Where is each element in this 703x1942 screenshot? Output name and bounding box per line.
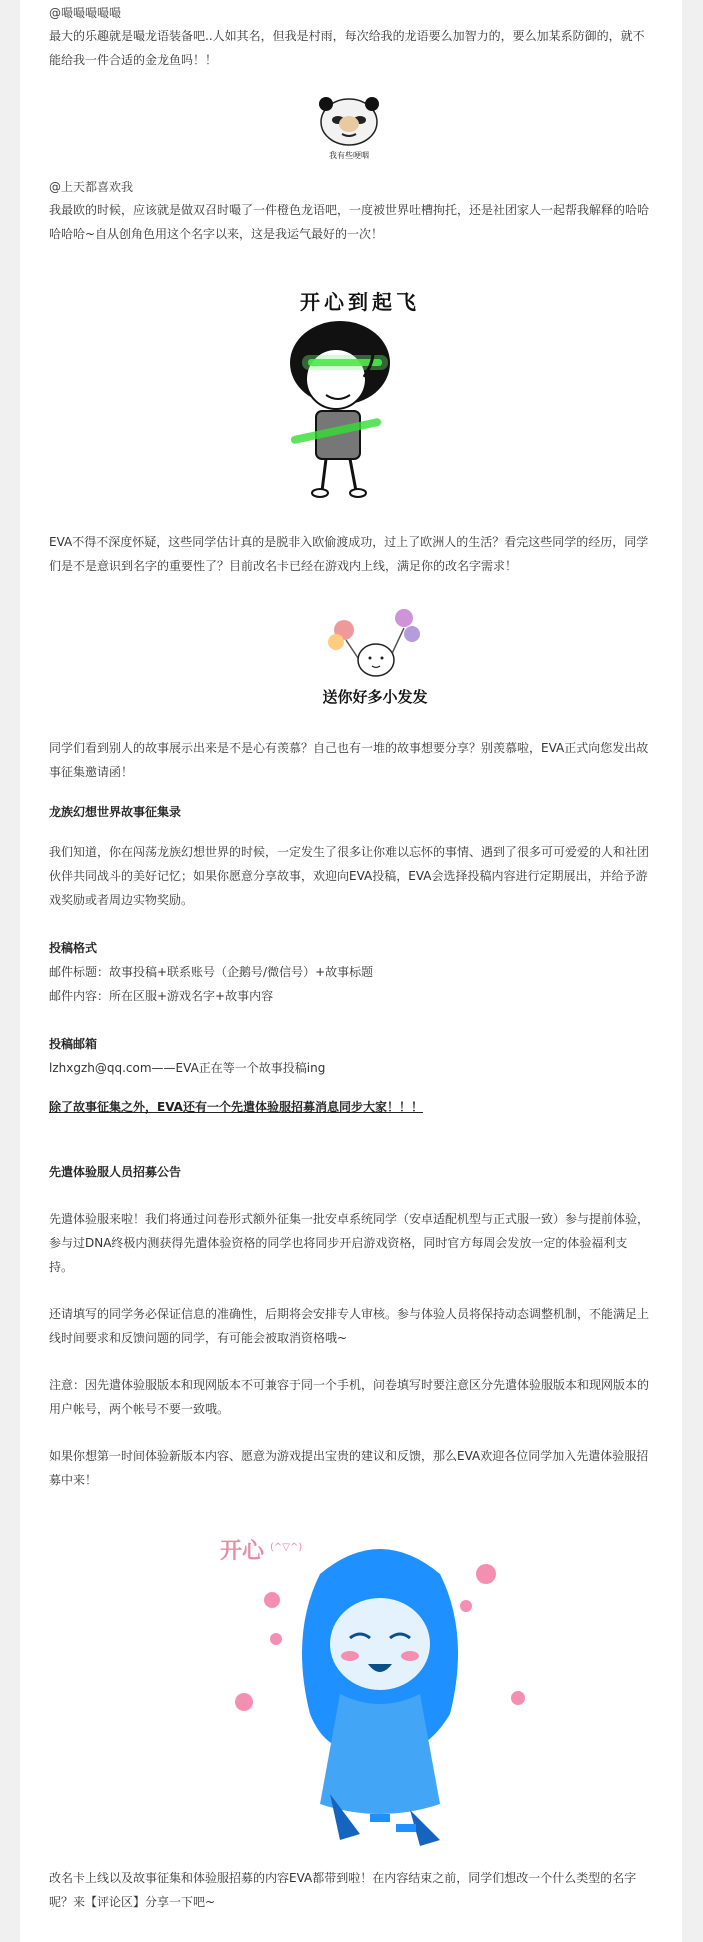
article-card [20,0,682,1942]
laser-character-icon [260,315,460,505]
comment-2 [49,176,649,246]
submission-mail [49,1032,649,1080]
laser-eyes-sticker [260,286,460,510]
section-heading: 先遣体验服人员招募公告 [49,1165,182,1179]
comment-author: @嘬嘬嘬嘬嘬 [49,6,122,20]
section-title-1 [49,800,649,824]
paragraph-text: 改名卡上线以及故事征集和体验服招募的内容EVA都带到啦！在内容结束之前，同学们想改一个什么类型的名字呢？来【评论区】分享一下吧~ [49,1871,637,1909]
sticker-title: 开心到起飞 [300,290,420,314]
mail-heading: 投稿邮箱 [49,1037,98,1051]
mail-address[interactable]: lzhxgzh@qq.com——EVA正在等一个故事投稿ing [49,1061,326,1075]
format-heading: 投稿格式 [49,941,98,955]
paragraph-6 [49,1373,649,1421]
paragraph-text: 还请填写的同学务必保证信息的准确性，后期将会安排专人审核。参与体验人员将保持动态调整机制，不能满足上线时间要求和反馈问题的同学，有可能会被取消资格哦~ [49,1307,650,1345]
comment-text: 最大的乐趣就是嘬龙语装备吧..人如其名，但我是村雨，每次给我的龙语要么加智力的，要么加某系防御的，就不能给我一件合适的金龙鱼吗！！ [49,29,645,67]
section-title-2 [49,1160,649,1184]
paragraph-text: EVA不得不深度怀疑，这些同学估计真的是脱非入欧偷渡成功，过上了欧洲人的生活？看完这些同学的经历，同学们是不是意识到名字的重要性了？目前改名卡已经在游戏内上线，满足你的改名字需求！ [49,535,649,573]
sticker-caption: 我有些哽咽 [329,151,369,160]
mascot-sticker [210,1514,550,1852]
flowers-icon [316,604,434,682]
paragraph-text: 注意：因先遣体验服版本和现网版本不可兼容于同一个手机，问卷填写时要注意区分先遣体验服版本和现网版本的用户帐号，两个帐号不要一致哦。 [49,1378,650,1416]
paragraph-5 [49,1302,649,1350]
format-line: 邮件内容：所在区服+游戏名字+故事内容 [49,989,274,1003]
comment-1 [49,2,649,72]
notice-link-wrap [49,1095,649,1119]
paragraph-text: 同学们看到别人的故事展示出来是不是心有羡慕？自己也有一堆的故事想要分享？别羡慕啦，EVA正式向您发出故事征集邀请函！ [49,741,649,779]
paragraph-8 [49,1866,649,1914]
panda-sticker [316,94,382,158]
paragraph-text: 如果你想第一时间体验新版本内容、愿意为游戏提出宝贵的建议和反馈，那么EVA欢迎各位同学加入先遣体验服招募中来！ [49,1449,649,1487]
mascot-kaomoji: (^▽^) [270,1542,303,1553]
panda-face-icon [316,94,382,146]
submission-format [49,936,649,1008]
section-heading: 龙族幻想世界故事征集录 [49,805,182,819]
notice-link[interactable]: 除了故事征集之外，EVA还有一个先遣体验服招募消息同步大家！！！ [49,1100,423,1114]
flowers-sticker [316,604,434,714]
sticker-caption: 送你好多小发发 [322,688,428,706]
paragraph-1 [49,530,649,578]
mascot-caption: 开心 [220,1538,265,1564]
paragraph-4 [49,1207,649,1279]
paragraph-text: 我们知道，你在闯荡龙族幻想世界的时候，一定发生了很多让你难以忘怀的事情、遇到了很多可可爱爱的人和社团伙伴共同战斗的美好记忆；如果你愿意分享故事，欢迎向EVA投稿，EVA会选择投稿内容进行定期展出，并给予游戏奖励或者周边实物奖励。 [49,845,650,907]
comment-author: @上天都喜欢我 [49,180,134,194]
format-line: 邮件标题：故事投稿+联系账号（企鹅号/微信号）+故事标题 [49,965,374,979]
paragraph-text: 先遣体验服来啦！我们将通过问卷形式额外征集一批安卓系统同学（安卓适配机型与正式服一致）参与提前体验，参与过DNA终极内测获得先遣体验资格的同学也将同步开启游戏资格，同时官方每周会发放一定的体验福利支持。 [49,1212,650,1274]
paragraph-7 [49,1444,649,1492]
comment-text: 我最欧的时候，应该就是做双召时嘬了一件橙色龙语吧，一度被世界吐槽拘托，还是社团家人一起帮我解释的哈哈哈哈哈~自从创角色用这个名字以来，这是我运气最好的一次！ [49,203,650,241]
paragraph-2 [49,736,649,784]
paragraph-3 [49,840,649,912]
